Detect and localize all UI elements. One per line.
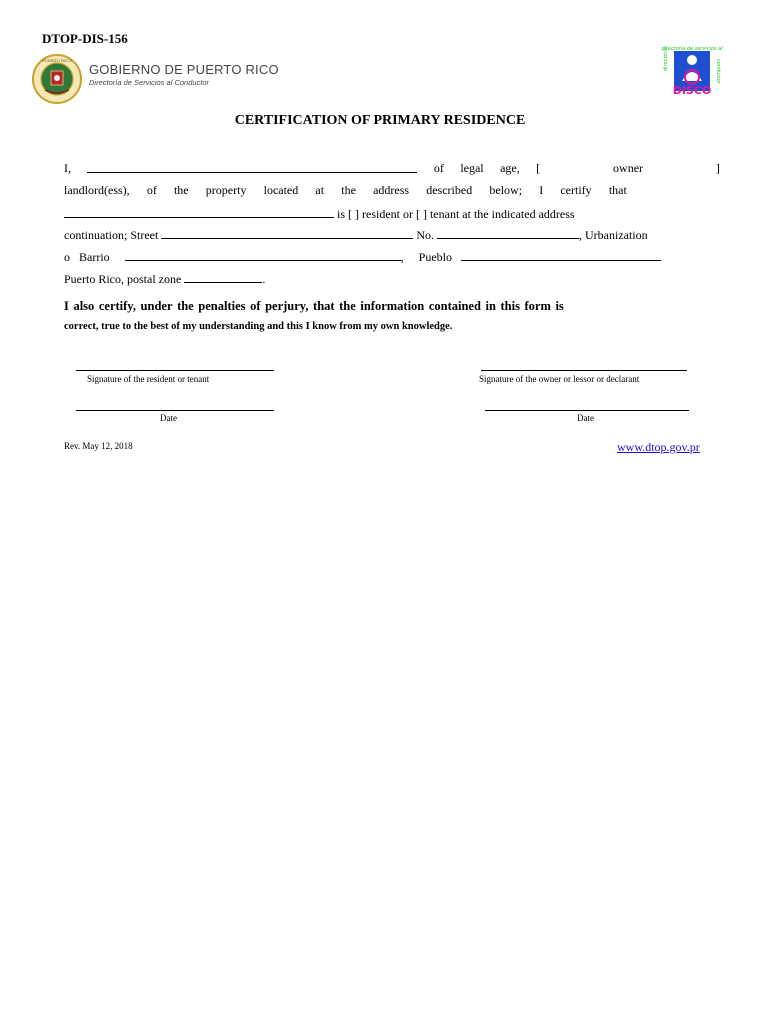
line2-word: certify: [560, 183, 592, 197]
resident-signature-label: Signature of the resident or tenant: [87, 374, 210, 384]
number-label: No.: [416, 228, 434, 242]
text-i: I,: [64, 161, 71, 175]
period: .: [262, 272, 266, 286]
close-bracket: ]: [715, 161, 720, 175]
open-bracket: [: [536, 161, 541, 175]
number-field[interactable]: [437, 227, 579, 239]
street-field[interactable]: [161, 227, 413, 239]
body-line-6: [64, 271, 720, 286]
svg-text:directoría: directoría: [663, 47, 669, 71]
certification-line-1: [64, 299, 564, 314]
resident-tenant-options[interactable]: is [ ] resident or [ ] tenant at the indicated address: [337, 207, 575, 221]
owner-option[interactable]: owner: [613, 161, 644, 175]
directorate-name: Directoría de Servicios al Conductor: [89, 78, 210, 87]
certification-word: form: [524, 299, 551, 313]
resident-signature-line[interactable]: [76, 370, 274, 371]
line2-word: landlord(ess),: [64, 183, 130, 197]
line2-word: of: [146, 183, 157, 197]
line2-word: below;: [489, 183, 523, 197]
body-line-3: [64, 206, 720, 221]
comma: ,: [400, 250, 404, 264]
street-label: continuation; Street: [64, 228, 159, 242]
certification-word: contained: [428, 299, 481, 313]
line2-word: property: [205, 183, 247, 197]
line2-word: described: [426, 183, 473, 197]
government-name: GOBIERNO DE PUERTO RICO: [89, 62, 279, 77]
pueblo-label: Pueblo: [418, 250, 452, 264]
svg-text:directoría de servicios al: directoría de servicios al: [661, 46, 723, 52]
certification-word: penalties: [198, 299, 246, 313]
text-age: age,: [500, 161, 520, 175]
form-title: CERTIFICATION OF PRIMARY RESIDENCE: [234, 113, 526, 128]
urbanization-label: , Urbanization: [578, 228, 648, 242]
certification-word: perjury,: [265, 299, 309, 313]
certification-word: of: [250, 299, 261, 313]
postal-zone-field[interactable]: [184, 271, 262, 283]
certification-word: this: [500, 299, 520, 313]
svg-text:conductor: conductor: [715, 59, 721, 85]
certification-word: information: [360, 299, 425, 313]
line2-word: that: [608, 183, 627, 197]
certification-word: that: [313, 299, 335, 313]
puerto-rico-seal-logo: [32, 54, 82, 104]
certification-word: certify,: [98, 299, 136, 313]
body-line-2: [64, 183, 627, 197]
svg-text:DISCO: DISCO: [672, 84, 712, 97]
resident-date-line[interactable]: [76, 410, 274, 411]
form-code: DTOP-DIS-156: [42, 31, 128, 46]
line2-word: the: [173, 183, 189, 197]
line2-word: at: [315, 183, 325, 197]
postal-zone-label: Puerto Rico, postal zone: [64, 272, 182, 286]
certification-word: under: [140, 299, 173, 313]
text-of: of: [433, 161, 444, 175]
certification-word: also: [73, 299, 95, 313]
full-name-field[interactable]: [87, 161, 417, 173]
svg-text:PUERTO RICO: PUERTO RICO: [41, 58, 73, 63]
certification-line-2: correct, true to the best of my understanding and this I know from my own knowledge.: [64, 321, 453, 332]
owner-signature-label: Signature of the owner or lessor or declarant: [479, 374, 640, 384]
pueblo-field[interactable]: [461, 249, 661, 261]
resident-name-field[interactable]: [64, 206, 334, 218]
certification-word: the: [339, 299, 356, 313]
text-o: o: [64, 250, 70, 264]
resident-date-label: Date: [160, 413, 177, 423]
disco-logo: [661, 45, 723, 97]
owner-date-label: Date: [577, 413, 594, 423]
owner-signature-line[interactable]: [481, 370, 687, 371]
body-line-5: [64, 249, 720, 264]
certification-word: I: [64, 299, 69, 313]
text-legal: legal: [460, 161, 484, 175]
certification-word: is: [555, 299, 564, 313]
owner-date-line[interactable]: [485, 410, 689, 411]
line2-word: address: [373, 183, 410, 197]
line2-word: located: [263, 183, 299, 197]
website-link[interactable]: www.dtop.gov.pr: [617, 440, 700, 454]
body-line-1: [64, 161, 720, 175]
certification-word: the: [177, 299, 194, 313]
barrio-label: Barrio: [79, 250, 110, 264]
line2-word: I: [539, 183, 544, 197]
line2-word: the: [341, 183, 356, 197]
barrio-field[interactable]: [125, 249, 401, 261]
revision-date: Rev. May 12, 2018: [64, 441, 133, 451]
body-line-4: [64, 227, 720, 242]
certification-word: in: [485, 299, 496, 313]
